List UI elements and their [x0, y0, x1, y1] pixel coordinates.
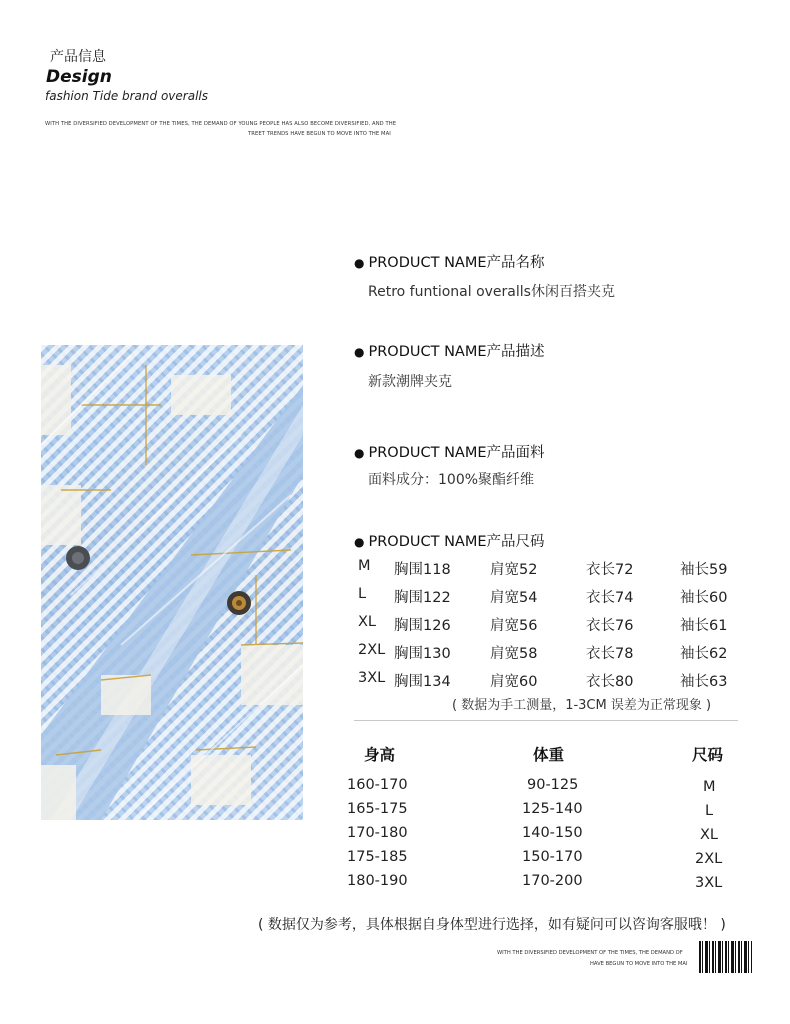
cell-size: XL [700, 827, 719, 843]
measurement-note: ( 数据为手工测量，1-3CM 误差为正常现象 ) [452, 698, 712, 713]
reference-note: ( 数据仅为参考，具体根据自身体型进行选择，如有疑问可以咨询客服哦！ ) [258, 917, 726, 933]
size-row: 2XL 胸围130 肩宽58 衣长78 袖长62 [358, 642, 728, 662]
product-fabric-value: 面料成分：100%聚酯纤维 [368, 472, 535, 488]
subtitle: fashion Tide brand overalls [45, 89, 208, 103]
product-name-value: Retro funtional overalls休闲百搭夹克 [368, 284, 615, 300]
bullet-icon: ● [354, 446, 365, 460]
cell-size: 2XL [695, 851, 723, 867]
cell-height: 165-175 [347, 801, 408, 817]
product-size-heading: ● PRODUCT NAME产品尺码 [354, 534, 545, 550]
header-tiny-text-2: TREET TRENDS HAVE BEGUN TO MOVE INTO THE MAI [248, 131, 391, 137]
header-size: 尺码 [692, 746, 724, 764]
size-row: L 胸围122 肩宽54 衣长74 袖长60 [358, 586, 728, 606]
section-heading-cn: 产品信息 [50, 49, 106, 65]
product-description-value: 新款潮牌夹克 [368, 374, 452, 390]
footer-tiny-text-1: WITH THE DIVERSIFIED DEVELOPMENT OF THE TIMES, THE DEMAND OF [497, 950, 683, 956]
header-height: 身高 [364, 746, 396, 764]
bullet-icon: ● [354, 535, 365, 549]
cell-height: 170-180 [347, 825, 408, 841]
cell-weight: 150-170 [522, 849, 583, 865]
fabric-product-image [41, 345, 303, 820]
cell-weight: 90-125 [527, 777, 579, 793]
cell-weight: 125-140 [522, 801, 583, 817]
product-name-heading: ● PRODUCT NAME产品名称 [354, 255, 545, 271]
snap-button-top [66, 546, 90, 570]
cell-height: 175-185 [347, 849, 408, 865]
product-fabric-heading: ● PRODUCT NAME产品面料 [354, 445, 545, 461]
cell-size: L [705, 803, 714, 819]
cell-size: M [703, 779, 716, 795]
barcode-icon [699, 941, 752, 973]
product-description-heading: ● PRODUCT NAME产品描述 [354, 344, 545, 360]
design-heading: Design [46, 67, 112, 87]
bullet-icon: ● [354, 256, 365, 270]
snap-button-bottom [227, 591, 251, 615]
cell-height: 180-190 [347, 873, 408, 889]
cell-weight: 140-150 [522, 825, 583, 841]
cell-size: 3XL [695, 875, 723, 891]
bullet-icon: ● [354, 345, 365, 359]
header-weight: 体重 [533, 746, 565, 764]
fabric-texture [41, 345, 303, 820]
cell-weight: 170-200 [522, 873, 583, 889]
header-tiny-text-1: WITH THE DIVERSIFIED DEVELOPMENT OF THE TIMES, THE DEMAND OF YOUNG PEOPLE HAS ALSO BECOME DIVERSIFIED, AND THE [45, 121, 397, 127]
cell-height: 160-170 [347, 777, 408, 793]
divider [354, 720, 738, 721]
footer-tiny-text-2: HAVE BEGUN TO MOVE INTO THE MAI [590, 961, 688, 967]
size-row: M 胸围118 肩宽52 衣长72 袖长59 [358, 558, 728, 578]
size-row: XL 胸围126 肩宽56 衣长76 袖长61 [358, 614, 728, 634]
size-row: 3XL 胸围134 肩宽60 衣长80 袖长63 [358, 670, 728, 690]
